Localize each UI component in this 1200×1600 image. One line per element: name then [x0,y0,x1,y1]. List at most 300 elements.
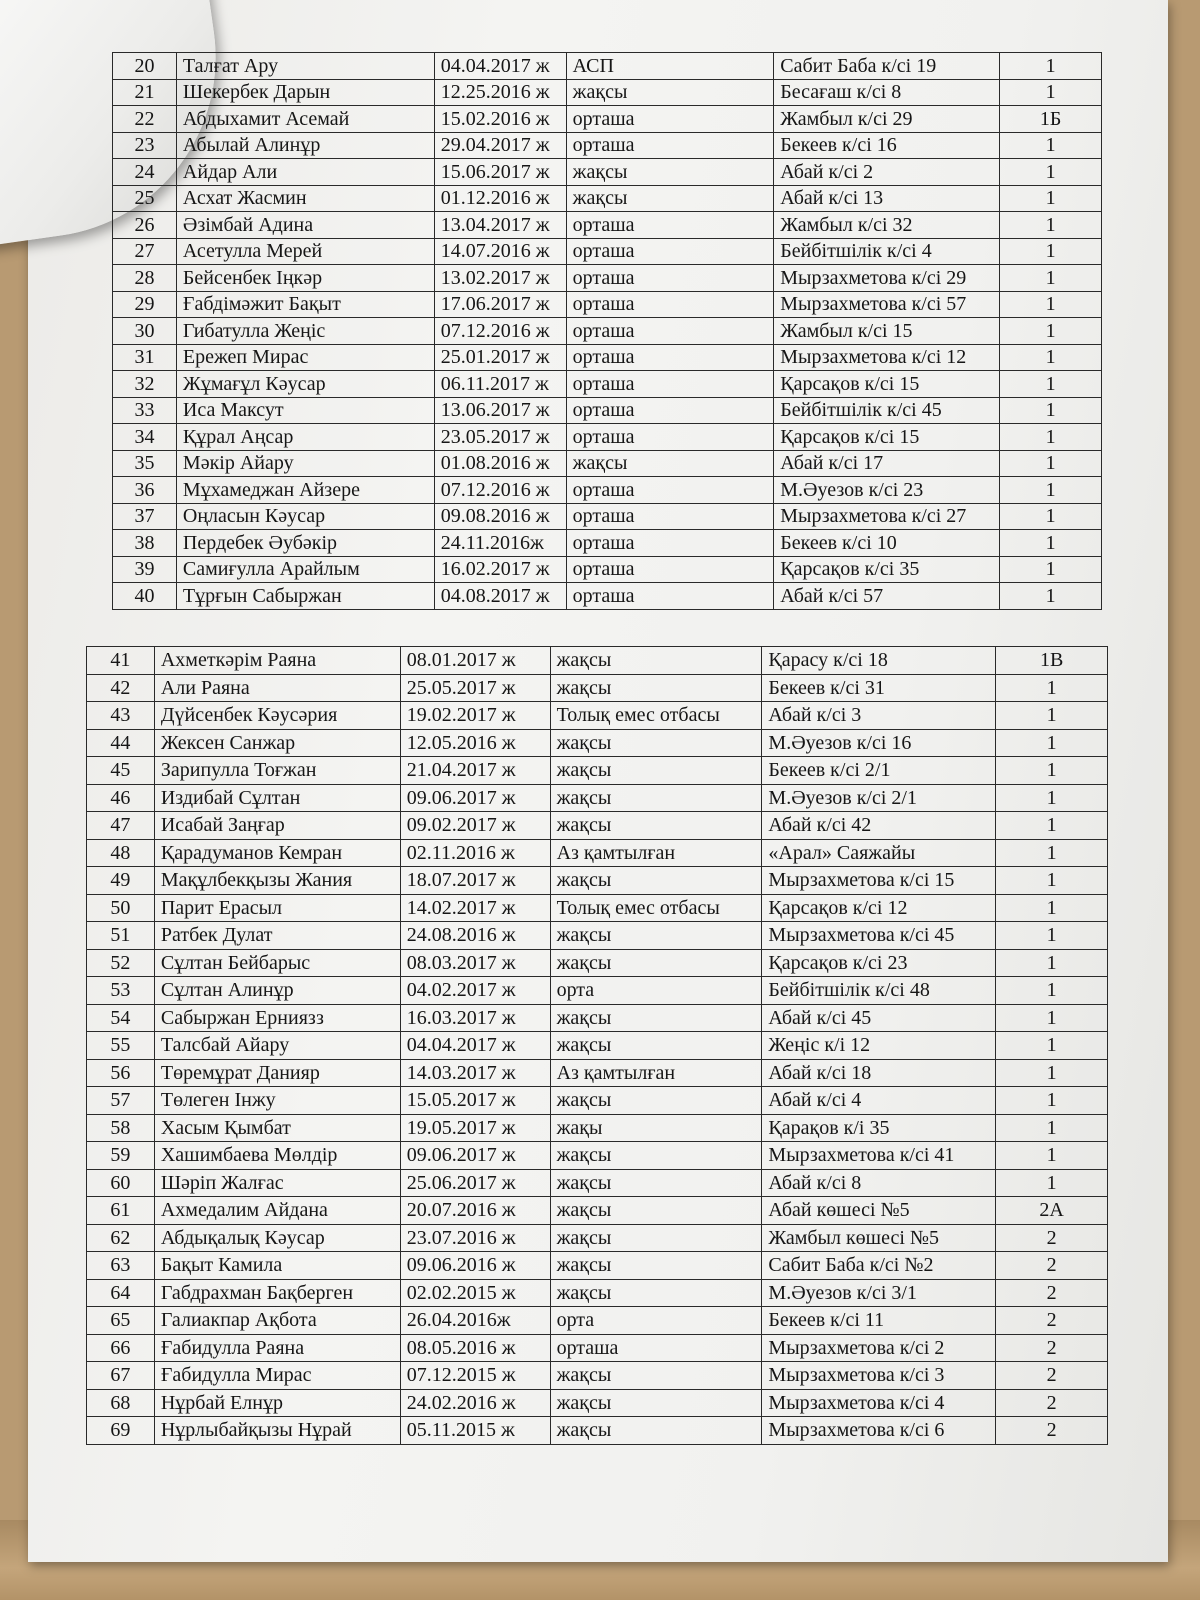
row-number-cell: 45 [87,757,155,785]
family-status-cell: орташа [566,318,774,345]
family-status-cell: АСП [566,53,774,80]
student-name-cell: Абдықалық Кәусар [154,1224,400,1252]
address-cell: Бейбітшілік к/сі 45 [774,397,1000,424]
grade-cell: 1 [1000,318,1102,345]
table-row [87,1032,1108,1060]
table-row [87,867,1108,895]
birth-date-cell: 16.03.2017 ж [400,1004,550,1032]
row-number-cell: 68 [87,1389,155,1417]
student-name-cell: Пердебек Әубәкір [176,530,434,557]
row-number-cell: 33 [113,397,177,424]
grade-cell: 1 [996,1059,1108,1087]
family-status-cell: жақсы [550,949,762,977]
grade-cell: 1 [1000,265,1102,292]
birth-date-cell: 18.07.2017 ж [400,867,550,895]
grade-cell: 1 [1000,238,1102,265]
student-name-cell: Ғабдімәжит Бақыт [176,291,434,318]
family-status-cell: жақсы [550,1032,762,1060]
grade-cell: 1 [996,1114,1108,1142]
grade-cell: 1 [996,949,1108,977]
row-number-cell: 62 [87,1224,155,1252]
family-status-cell: жақсы [550,1087,762,1115]
family-status-cell: жақсы [550,757,762,785]
student-name-cell: Талсбай Айару [154,1032,400,1060]
family-status-cell: жақсы [550,812,762,840]
family-status-cell: орташа [566,106,774,133]
grade-cell: 2 [996,1389,1108,1417]
address-cell: М.Әуезов к/сі 3/1 [762,1279,996,1307]
row-number-cell: 23 [113,132,177,159]
student-name-cell: Хашимбаева Мөлдір [154,1142,400,1170]
grade-cell: 1В [996,647,1108,675]
family-status-cell: жақсы [550,1142,762,1170]
family-status-cell: жақы [550,1114,762,1142]
row-number-cell: 53 [87,977,155,1005]
table-row [113,238,1102,265]
table-row [87,1087,1108,1115]
address-cell: Мырзахметова к/сі 2 [762,1334,996,1362]
address-cell: Абай к/сі 2 [774,159,1000,186]
row-number-cell: 64 [87,1279,155,1307]
student-name-cell: Бейсенбек Іңкәр [176,265,434,292]
birth-date-cell: 08.01.2017 ж [400,647,550,675]
table-row [113,291,1102,318]
birth-date-cell: 26.04.2016ж [400,1307,550,1335]
table-row [113,132,1102,159]
address-cell: Жамбыл к/сі 29 [774,106,1000,133]
family-status-cell: орта [550,977,762,1005]
table-row [113,185,1102,212]
family-status-cell: орташа [566,583,774,610]
student-name-cell: Издибай Сұлтан [154,784,400,812]
address-cell: Бейбітшілік к/сі 4 [774,238,1000,265]
address-cell: М.Әуезов к/сі 2/1 [762,784,996,812]
student-name-cell: Бақыт Камила [154,1252,400,1280]
family-status-cell: жақсы [550,1224,762,1252]
address-cell: Бекеев к/сі 11 [762,1307,996,1335]
family-status-cell: орташа [566,238,774,265]
family-status-cell: жақсы [566,159,774,186]
birth-date-cell: 20.07.2016 ж [400,1197,550,1225]
grade-cell: 1 [996,1169,1108,1197]
address-cell: Абай к/сі 4 [762,1087,996,1115]
row-number-cell: 39 [113,556,177,583]
table-row [87,1279,1108,1307]
student-table-bottom [86,646,1108,1445]
student-name-cell: Сабыржан Ерниязз [154,1004,400,1032]
address-cell: Абай к/сі 57 [774,583,1000,610]
table-row [113,583,1102,610]
student-name-cell: Ахметкәрім Раяна [154,647,400,675]
table-row [87,1389,1108,1417]
birth-date-cell: 07.12.2015 ж [400,1362,550,1390]
grade-cell: 1 [996,784,1108,812]
birth-date-cell: 12.25.2016 ж [434,79,566,106]
grade-cell: 1 [1000,477,1102,504]
student-name-cell: Нұрлыбайқызы Нұрай [154,1417,400,1445]
grade-cell: 1 [996,812,1108,840]
birth-date-cell: 08.05.2016 ж [400,1334,550,1362]
address-cell: Қарсақов к/сі 35 [774,556,1000,583]
table-row [87,894,1108,922]
grade-cell: 1Б [1000,106,1102,133]
family-status-cell: жақсы [550,1417,762,1445]
address-cell: Қарасу к/сі 18 [762,647,996,675]
table-row [87,729,1108,757]
grade-cell: 1 [996,922,1108,950]
family-status-cell: орташа [566,132,774,159]
birth-date-cell: 05.11.2015 ж [400,1417,550,1445]
row-number-cell: 44 [87,729,155,757]
birth-date-cell: 01.08.2016 ж [434,450,566,477]
student-name-cell: Жексен Санжар [154,729,400,757]
student-name-cell: Құрал Аңсар [176,424,434,451]
student-name-cell: Мақұлбекқызы Жания [154,867,400,895]
row-number-cell: 43 [87,702,155,730]
row-number-cell: 67 [87,1362,155,1390]
address-cell: Абай к/сі 42 [762,812,996,840]
student-name-cell: Асхат Жасмин [176,185,434,212]
birth-date-cell: 19.05.2017 ж [400,1114,550,1142]
student-name-cell: Әзімбай Адина [176,212,434,239]
student-table-top [112,52,1102,610]
row-number-cell: 36 [113,477,177,504]
address-cell: Абай көшесі №5 [762,1197,996,1225]
student-name-cell: Парит Ерасыл [154,894,400,922]
table-row [87,949,1108,977]
row-number-cell: 31 [113,344,177,371]
table-row [87,1334,1108,1362]
student-name-cell: Галиакпар Ақбота [154,1307,400,1335]
family-status-cell: орташа [566,397,774,424]
student-name-cell: Шекербек Дарын [176,79,434,106]
address-cell: Мырзахметова к/сі 41 [762,1142,996,1170]
table-row [113,53,1102,80]
family-status-cell: жақсы [550,1252,762,1280]
student-name-cell: Самиғулла Арайлым [176,556,434,583]
grade-cell: 1 [996,757,1108,785]
table-row [113,530,1102,557]
student-name-cell: Шәріп Жалғас [154,1169,400,1197]
student-name-cell: Габдрахман Бақберген [154,1279,400,1307]
row-number-cell: 50 [87,894,155,922]
table-row [113,424,1102,451]
row-number-cell: 41 [87,647,155,675]
table-row [87,977,1108,1005]
address-cell: Бейбітшілік к/сі 48 [762,977,996,1005]
birth-date-cell: 14.02.2017 ж [400,894,550,922]
grade-cell: 1 [1000,132,1102,159]
family-status-cell: орташа [566,477,774,504]
grade-cell: 1 [1000,450,1102,477]
row-number-cell: 55 [87,1032,155,1060]
row-number-cell: 63 [87,1252,155,1280]
grade-cell: 1 [996,702,1108,730]
grade-cell: 1 [996,839,1108,867]
student-name-cell: Исабай Заңғар [154,812,400,840]
address-cell: Абай к/сі 3 [762,702,996,730]
birth-date-cell: 23.05.2017 ж [434,424,566,451]
family-status-cell: жақсы [550,1004,762,1032]
student-name-cell: Сұлтан Бейбарыс [154,949,400,977]
family-status-cell: жақсы [566,79,774,106]
student-name-cell: Гибатулла Жеңіс [176,318,434,345]
table-row [87,784,1108,812]
student-table-top-body [113,53,1102,610]
table-row [87,702,1108,730]
row-number-cell: 32 [113,371,177,398]
grade-cell: 1 [996,729,1108,757]
address-cell: Мырзахметова к/сі 12 [774,344,1000,371]
table-row [87,1114,1108,1142]
grade-cell: 2 [996,1279,1108,1307]
table-row [87,1307,1108,1335]
student-name-cell: Абылай Алинұр [176,132,434,159]
birth-date-cell: 24.08.2016 ж [400,922,550,950]
row-number-cell: 42 [87,674,155,702]
student-name-cell: Нұрбай Елнұр [154,1389,400,1417]
family-status-cell: орташа [566,265,774,292]
grade-cell: 2 [996,1362,1108,1390]
table-row [87,757,1108,785]
family-status-cell: жақсы [566,450,774,477]
student-table-bottom-body [87,647,1108,1445]
table-row [87,812,1108,840]
address-cell: Бекеев к/сі 10 [774,530,1000,557]
address-cell: Сабит Баба к/сі 19 [774,53,1000,80]
row-number-cell: 34 [113,424,177,451]
family-status-cell: жақсы [550,1389,762,1417]
birth-date-cell: 14.07.2016 ж [434,238,566,265]
student-name-cell: Қарадуманов Кемран [154,839,400,867]
family-status-cell: Аз қамтылған [550,1059,762,1087]
address-cell: Қарсақов к/сі 23 [762,949,996,977]
table-row [87,839,1108,867]
family-status-cell: орташа [566,530,774,557]
address-cell: Бекеев к/сі 2/1 [762,757,996,785]
birth-date-cell: 24.11.2016ж [434,530,566,557]
student-name-cell: Тұрғын Сабыржан [176,583,434,610]
birth-date-cell: 14.03.2017 ж [400,1059,550,1087]
address-cell: «Арал» Саяжайы [762,839,996,867]
grade-cell: 2 [996,1224,1108,1252]
birth-date-cell: 09.06.2016 ж [400,1252,550,1280]
table-row [113,477,1102,504]
student-name-cell: Төремұрат Данияр [154,1059,400,1087]
table-row [87,1142,1108,1170]
birth-date-cell: 07.12.2016 ж [434,477,566,504]
grade-cell: 1 [1000,344,1102,371]
student-name-cell: Ратбек Дулат [154,922,400,950]
address-cell: М.Әуезов к/сі 16 [762,729,996,757]
student-name-cell: Мәкір Айару [176,450,434,477]
family-status-cell: орташа [566,556,774,583]
row-number-cell: 49 [87,867,155,895]
student-name-cell: Талғат Ару [176,53,434,80]
table-row [87,1252,1108,1280]
student-name-cell: Зарипулла Тоғжан [154,757,400,785]
grade-cell: 1 [996,674,1108,702]
address-cell: Мырзахметова к/сі 6 [762,1417,996,1445]
table-row [113,556,1102,583]
birth-date-cell: 06.11.2017 ж [434,371,566,398]
row-number-cell: 35 [113,450,177,477]
grade-cell: 1 [1000,212,1102,239]
student-name-cell: Мұхамеджан Айзере [176,477,434,504]
birth-date-cell: 15.06.2017 ж [434,159,566,186]
row-number-cell: 27 [113,238,177,265]
address-cell: Қарсақов к/сі 12 [762,894,996,922]
grade-cell: 1 [996,1087,1108,1115]
birth-date-cell: 02.11.2016 ж [400,839,550,867]
birth-date-cell: 04.08.2017 ж [434,583,566,610]
address-cell: М.Әуезов к/сі 23 [774,477,1000,504]
address-cell: Мырзахметова к/сі 4 [762,1389,996,1417]
row-number-cell: 57 [87,1087,155,1115]
address-cell: Мырзахметова к/сі 3 [762,1362,996,1390]
family-status-cell: жақсы [550,729,762,757]
row-number-cell: 38 [113,530,177,557]
table-row [87,1059,1108,1087]
row-number-cell: 25 [113,185,177,212]
row-number-cell: 60 [87,1169,155,1197]
family-status-cell: орташа [550,1334,762,1362]
grade-cell: 1 [996,1032,1108,1060]
row-number-cell: 65 [87,1307,155,1335]
table-row [87,674,1108,702]
address-cell: Бесағаш к/сі 8 [774,79,1000,106]
family-status-cell: жақсы [550,922,762,950]
row-number-cell: 30 [113,318,177,345]
grade-cell: 1 [1000,530,1102,557]
birth-date-cell: 15.02.2016 ж [434,106,566,133]
table-row [113,450,1102,477]
address-cell: Жамбыл көшесі №5 [762,1224,996,1252]
birth-date-cell: 23.07.2016 ж [400,1224,550,1252]
row-number-cell: 69 [87,1417,155,1445]
row-number-cell: 20 [113,53,177,80]
student-name-cell: Ғабидулла Раяна [154,1334,400,1362]
row-number-cell: 61 [87,1197,155,1225]
grade-cell: 1 [1000,53,1102,80]
row-number-cell: 54 [87,1004,155,1032]
student-name-cell: Асетулла Мерей [176,238,434,265]
birth-date-cell: 09.06.2017 ж [400,784,550,812]
grade-cell: 1 [1000,185,1102,212]
row-number-cell: 40 [113,583,177,610]
family-status-cell: жақсы [550,1169,762,1197]
table-row [113,159,1102,186]
row-number-cell: 24 [113,159,177,186]
address-cell: Бекеев к/сі 31 [762,674,996,702]
family-status-cell: Аз қамтылған [550,839,762,867]
table-row [113,371,1102,398]
address-cell: Қарсақов к/сі 15 [774,371,1000,398]
table-row [113,503,1102,530]
table-row [113,106,1102,133]
birth-date-cell: 04.02.2017 ж [400,977,550,1005]
family-status-cell: жақсы [550,647,762,675]
table-row [113,79,1102,106]
grade-cell: 1 [996,1004,1108,1032]
table-row [87,1004,1108,1032]
student-name-cell: Ғабидулла Мирас [154,1362,400,1390]
table-row [87,1169,1108,1197]
address-cell: Абай к/сі 45 [762,1004,996,1032]
address-cell: Жамбыл к/сі 15 [774,318,1000,345]
table-row [87,1417,1108,1445]
address-cell: Мырзахметова к/сі 29 [774,265,1000,292]
address-cell: Жамбыл к/сі 32 [774,212,1000,239]
row-number-cell: 46 [87,784,155,812]
grade-cell: 1 [996,977,1108,1005]
family-status-cell: жақсы [550,1279,762,1307]
grade-cell: 2 [996,1252,1108,1280]
student-name-cell: Али Раяна [154,674,400,702]
address-cell: Абай к/сі 17 [774,450,1000,477]
student-name-cell: Дүйсенбек Кәусәрия [154,702,400,730]
family-status-cell: жақсы [550,1362,762,1390]
grade-cell: 1 [996,867,1108,895]
family-status-cell: жақсы [550,1197,762,1225]
birth-date-cell: 13.06.2017 ж [434,397,566,424]
grade-cell: 1 [1000,583,1102,610]
birth-date-cell: 02.02.2015 ж [400,1279,550,1307]
grade-cell: 1 [1000,371,1102,398]
student-name-cell: Ахмедалим Айдана [154,1197,400,1225]
family-status-cell: жақсы [566,185,774,212]
table-row [113,265,1102,292]
grade-cell: 1 [1000,503,1102,530]
family-status-cell: орташа [566,212,774,239]
row-number-cell: 21 [113,79,177,106]
student-name-cell: Сұлтан Алинұр [154,977,400,1005]
address-cell: Мырзахметова к/сі 27 [774,503,1000,530]
birth-date-cell: 07.12.2016 ж [434,318,566,345]
family-status-cell: орташа [566,424,774,451]
grade-cell: 1 [1000,159,1102,186]
birth-date-cell: 01.12.2016 ж [434,185,566,212]
table-row [113,397,1102,424]
birth-date-cell: 25.05.2017 ж [400,674,550,702]
birth-date-cell: 12.05.2016 ж [400,729,550,757]
grade-cell: 1 [1000,291,1102,318]
family-status-cell: орта [550,1307,762,1335]
grade-cell: 1 [1000,556,1102,583]
table-row [87,1197,1108,1225]
student-name-cell: Оңласын Кәусар [176,503,434,530]
student-name-cell: Абдыхамит Асемай [176,106,434,133]
row-number-cell: 58 [87,1114,155,1142]
row-number-cell: 37 [113,503,177,530]
birth-date-cell: 15.05.2017 ж [400,1087,550,1115]
table-row [113,344,1102,371]
row-number-cell: 26 [113,212,177,239]
grade-cell: 1 [1000,424,1102,451]
table-row [87,647,1108,675]
row-number-cell: 52 [87,949,155,977]
family-status-cell: жақсы [550,867,762,895]
grade-cell: 2 [996,1307,1108,1335]
birth-date-cell: 04.04.2017 ж [400,1032,550,1060]
student-name-cell: Иса Максут [176,397,434,424]
birth-date-cell: 16.02.2017 ж [434,556,566,583]
row-number-cell: 51 [87,922,155,950]
table-row [113,212,1102,239]
table-row [113,318,1102,345]
family-status-cell: орташа [566,371,774,398]
address-cell: Қарсақов к/сі 15 [774,424,1000,451]
